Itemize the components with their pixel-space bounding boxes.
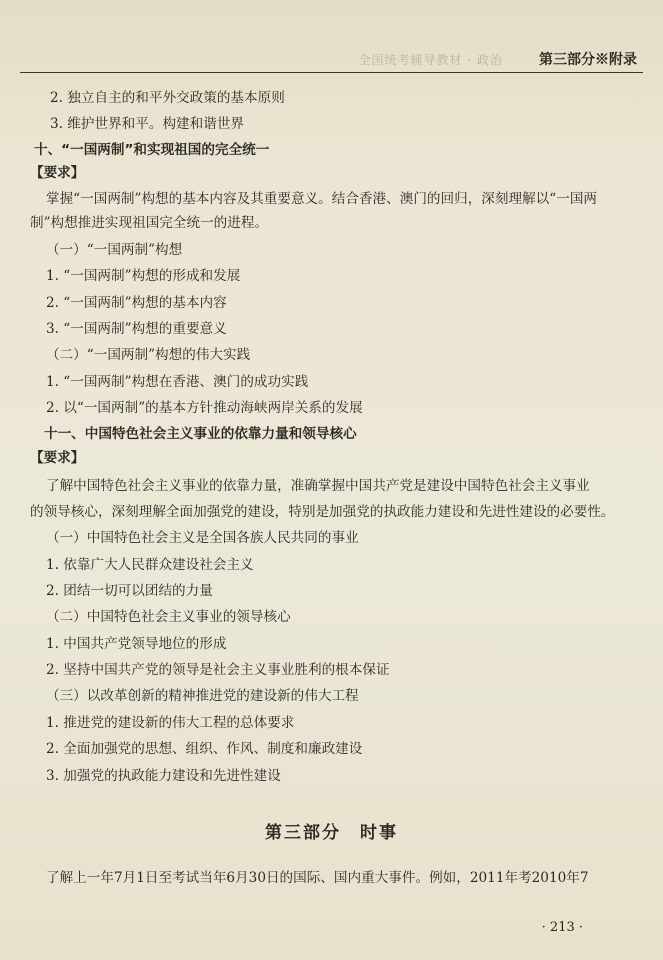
part-title: 第三部分 时事 xyxy=(265,823,398,843)
requirement-heading: 【要求】 xyxy=(30,450,85,466)
subsection-heading: （一）中国特色社会主义是全国各族人民共同的事业 xyxy=(46,530,359,546)
body-line: 的领导核心，深刻理解全面加强党的建设，特别是加强党的执政能力建设和先进性建设的必要性。 xyxy=(30,504,615,520)
body-line: 1. 中国共产党领导地位的形成 xyxy=(46,636,227,652)
body-line: 1. 推进党的建设新的伟大工程的总体要求 xyxy=(46,715,295,731)
body-line: 制”构想推进实现祖国完全统一的进程。 xyxy=(30,215,269,231)
subsection-heading: （一）“一国两制”构想 xyxy=(46,242,183,258)
body-line: 2. “一国两制”构想的基本内容 xyxy=(46,295,227,311)
body-line: 了解中国特色社会主义事业的依靠力量，准确掌握中国共产党是建设中国特色社会主义事业 xyxy=(46,478,590,494)
page-number: · 213 · xyxy=(541,920,583,935)
body-line: 1. “一国两制”构想在香港、澳门的成功实践 xyxy=(46,374,309,390)
body-line: 2. 坚持中国共产党的领导是社会主义事业胜利的根本保证 xyxy=(46,662,390,678)
body-line: 3. 维护世界和平。构建和谐世界 xyxy=(50,116,245,132)
body-line: 2. 全面加强党的思想、组织、作风、制度和廉政建设 xyxy=(46,741,363,757)
section-heading: 十、“一国两制”和实现祖国的完全统一 xyxy=(34,142,270,158)
body-line: 2. 独立自主的和平外交政策的基本原则 xyxy=(50,90,285,106)
body-line: 3. “一国两制”构想的重要意义 xyxy=(46,321,227,337)
body-line: 1. 依靠广大人民群众建设社会主义 xyxy=(46,557,254,573)
body-line: 1. “一国两制”构想的形成和发展 xyxy=(46,268,241,284)
header-section-title: 第三部分※附录 xyxy=(539,52,637,68)
requirement-heading: 【要求】 xyxy=(30,165,85,181)
body-line: 2. 以“一国两制”的基本方针推动海峡两岸关系的发展 xyxy=(46,400,363,416)
subsection-heading: （二）中国特色社会主义事业的领导核心 xyxy=(46,609,291,625)
section-heading: 十一、中国特色社会主义事业的依靠力量和领导核心 xyxy=(44,426,357,442)
header-ghost-text: 全国统考辅导教材 · 政治 xyxy=(358,53,503,67)
body-line: 2. 团结一切可以团结的力量 xyxy=(46,583,213,599)
body-line: 掌握“一国两制”构想的基本内容及其重要意义。结合香港、澳门的回归，深刻理解以“一国两 xyxy=(46,191,598,207)
body-line: 3. 加强党的执政能力建设和先进性建设 xyxy=(46,768,281,784)
subsection-heading: （二）“一国两制”构想的伟大实践 xyxy=(46,347,251,363)
subsection-heading: （三）以改革创新的精神推进党的建设新的伟大工程 xyxy=(46,688,359,704)
body-line: 了解上一年7月1日至考试当年6月30日的国际、国内重大事件。例如，2011年考2010年7 xyxy=(46,870,589,886)
